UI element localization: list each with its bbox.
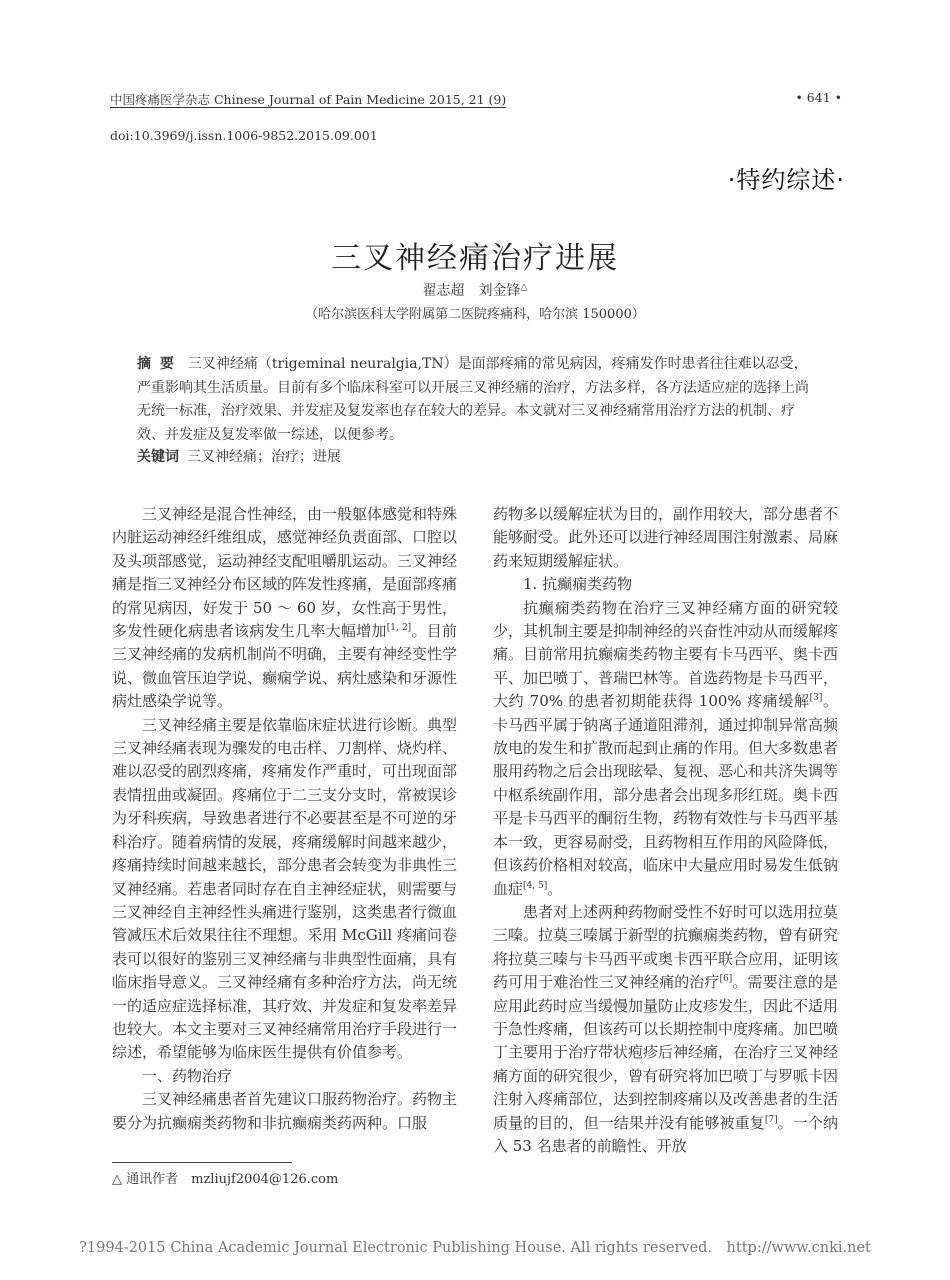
doi: doi:10.3969/j.issn.1006-9852.2015.09.001 <box>110 128 378 143</box>
text: 。目前三叉神经痛的发病机制尚不明确，主要有神经变性学说、微血管压迫学说、癫痫学说、病灶感染和牙源性病灶感染学说等。 <box>112 622 458 711</box>
copyright-watermark: ?1994-2015 China Academic Journal Electronic Publishing House. All rights reserved. http://www.cnki.net <box>79 1240 871 1256</box>
abstract-label: 摘 要 <box>137 356 176 372</box>
body-column-left <box>112 503 457 1135</box>
citation: [6] <box>719 974 733 985</box>
citation: [7] <box>764 1114 778 1125</box>
keywords <box>137 446 817 466</box>
citation: [4, 5] <box>523 880 548 891</box>
paragraph <box>493 901 838 1158</box>
paragraph: 三叉神经痛主要是依靠临床症状进行诊断。典型三叉神经痛表现为骤发的电击样、刀割样、烧灼样、难以忍受的剧烈疼痛，疼痛发作严重时，可出现面部表情扭曲或凝固。疼痛位于二三支分支时，常被误诊为牙科疾病，导致患者进行不必要甚至是不可逆的牙科治疗。随着病情的发展，疼痛缓解时间越来越少，疼痛持续时间越来越长，部分患者会转变为非典性三叉神经痛。若患者同时存在自主神经症状，则需要与三叉神经自主神经性头痛进行鉴别，这类患者行微血管减压术后效果往往不理想。采用 McGill 疼痛问卷表可以很好的鉴别三叉神经痛与非典型性面痛，具有临床指导意义。三叉神经痛有多种治疗方法，尚无统一的适应症选择标准，其疗效、并发症和复发率差异也较大。本文主要对三叉神经痛常用治疗手段进行一综述，希望能够为临床医生提供有价值参考。 <box>112 715 458 1062</box>
affiliation: （哈尔滨医科大学附属第二医院疼痛科，哈尔滨 150000） <box>305 307 645 322</box>
body-column-right <box>493 503 838 1158</box>
paragraph <box>493 597 838 901</box>
subsection-heading: 1. 抗癫痫类药物 <box>523 575 633 594</box>
text: 。卡马西平属于钠离子通道阻滞剂，通过抑制异常高频放电的发生和扩散而起到止痛的作用。但大多数患者服用药物之后会出现眩晕、复视、恶心和共济失调等中枢系统副作用，部分患者会出现多形红斑。奥卡西平是卡马西平的酮衍生物，药物有效性与卡马西平基本一致，更容易耐受，且药物相互作用的风险降低，但该药价格相对较高，临床中大量应用时易发生低钠血症 <box>493 692 839 898</box>
author-names: 翟志超 刘金锋 <box>422 283 521 299</box>
authors <box>0 280 950 300</box>
abstract <box>137 353 817 447</box>
keywords-text: 三叉神经痛；治疗；进展 <box>187 449 341 465</box>
journal-header: 中国疼痛医学杂志 Chinese Journal of Pain Medicine 2015, 21 (9) <box>110 92 507 107</box>
paragraph: 三叉神经痛患者首先建议口服药物治疗。药物主要分为抗癫痫类药物和非抗癫痫类药两种。口服 <box>112 1090 458 1132</box>
article-title: 三叉神经痛治疗进展 <box>331 241 619 277</box>
text: 。需要注意的是应用此药时应当缓慢加量防止皮疹发生，因此不适用于急性疼痛，但该药可以长期控制中度疼痛。加巴喷丁主要用于治疗带状疱疹后神经痛，在治疗三叉神经痛方面的研究很少，曾有研究将加巴喷丁与罗哌卡因注射入疼痛部位，达到控制疼痛以及改善患者的生活质量的目的，但一结果并没有能够被重复 <box>493 973 839 1132</box>
page-number: • 641 • <box>795 90 842 105</box>
text: 三叉神经是混合性神经，由一般躯体感觉和特殊内脏运动神经纤维组成，感觉神经负责面部、口腔以及头项部感觉，运动神经支配咀嚼肌运动。三叉神经痛是指三叉神经分布区域的阵发性疼痛，是面部疼痛的常见病因，好发于 50 ～ 60 岁，女性高于男性，多发性硬化病患者该病发生几率大幅增加 <box>112 505 458 641</box>
text: 。 <box>547 879 563 898</box>
section-heading: 一、药物治疗 <box>142 1066 233 1085</box>
corresponding-mark: △ <box>520 282 528 293</box>
text: 抗癫痫类药物在治疗三叉神经痛方面的研究较少，其机制主要是抑制神经的兴奋性冲动从而缓解疼痛。目前常用抗癫痫类药物主要有卡马西平、奥卡西平、加巴喷丁、普瑞巴林等。首选药物是卡马西平，大约 70% 的患者初期能获得 100% 疼痛缓解 <box>493 598 839 711</box>
citation: [3] <box>809 693 823 704</box>
paragraph <box>112 503 457 714</box>
abstract-text: 三叉神经痛（trigeminal neuralgia,TN）是面部疼痛的常见病因，疼痛发作时患者往往难以忍受，严重影响其生活质量。目前有多个临床科室可以开展三叉神经痛的治疗，方法多样，各方法适应症的选择上尚无统一标准，治疗效果、并发症及复发率也存在较大的差异。本文就对三叉神经痛常用治疗方法的机制、疗效、并发症及复发率做一综述，以便参考。 <box>137 356 809 443</box>
text: 患者对上述两种药物耐受性不好时可以选用拉莫三嗪。拉莫三嗪属于新型的抗癫痫类药物，曾有研究将拉莫三嗪与卡马西平或奥卡西平联合应用，证明该药可用于难治性三叉神经痛的治疗 <box>493 902 839 992</box>
citation: [1, 2] <box>386 623 412 634</box>
text: 。一个纳入 53 名患者的前瞻性、开放 <box>493 1113 838 1155</box>
keywords-label: 关键词 <box>137 449 179 465</box>
footnote-divider <box>112 1162 292 1163</box>
paragraph: 药物多以缓解症状为目的，副作用较大，部分患者不能够耐受。此外还可以进行神经周围注射激素、局麻药来短期缓解症状。 <box>493 505 839 570</box>
section-tag: ·特约综述· <box>727 166 845 194</box>
footnote: △ 通讯作者 mzliujf2004@126.com <box>112 1172 339 1187</box>
